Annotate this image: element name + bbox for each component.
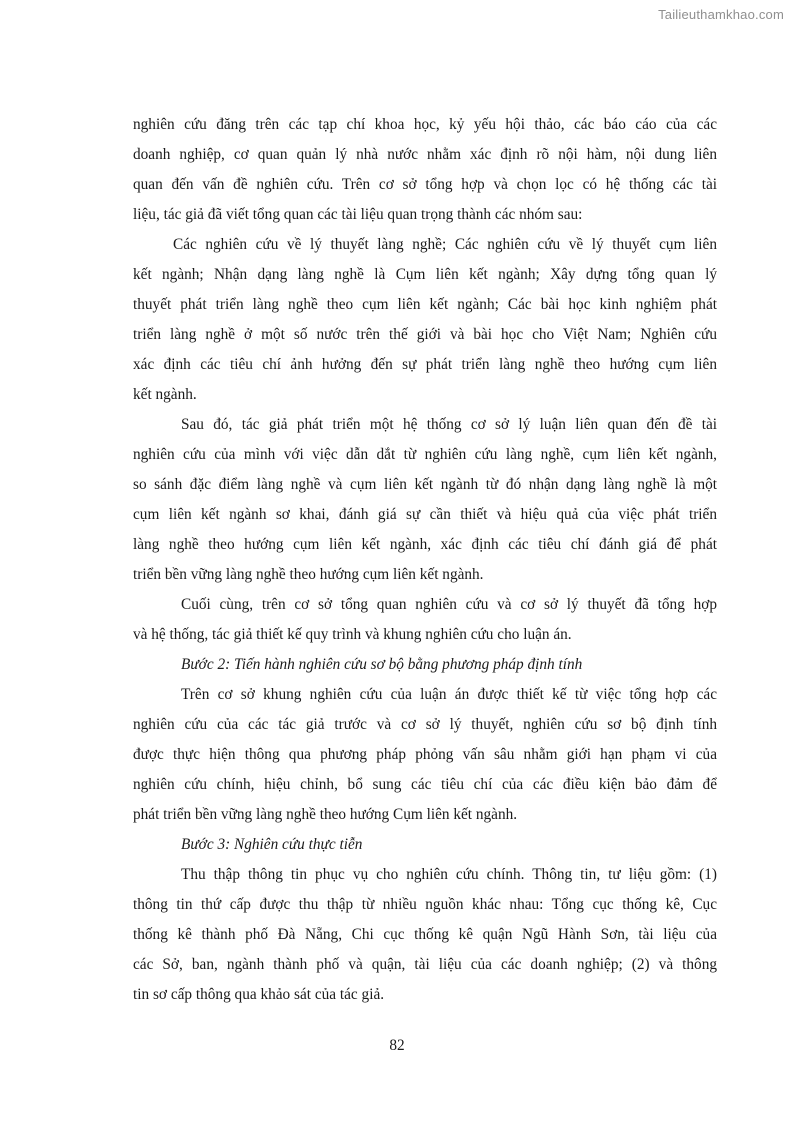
text-line: được thực hiện thông qua phương pháp phỏng vấn sâu nhằm giới hạn phạm vi của (133, 746, 717, 763)
text-line: Sau đó, tác giả phát triển một hệ thống cơ sở lý luận liên quan đến đề tài (181, 416, 717, 433)
text-line: các Sở, ban, ngành thành phố và quận, tài liệu của các doanh nghiệp; (2) và thông (133, 956, 717, 973)
text-line: thuyết phát triển làng nghề theo cụm liên kết ngành; Các bài học kinh nghiệm phát (133, 296, 717, 313)
text-line: kết ngành; Nhận dạng làng nghề là Cụm liên kết ngành; Xây dựng tổng quan lý (133, 266, 717, 283)
paragraph-step-3 (133, 860, 717, 1010)
text-line: và hệ thống, tác giả thiết kế quy trình và khung nghiên cứu cho luận án. (133, 626, 572, 643)
text-line: nghiên cứu của các tác giả trước và cơ sở lý thuyết, nghiên cứu sơ bộ định tính (133, 716, 717, 733)
text-line: quan đến vấn đề nghiên cứu. Trên cơ sở tổng hợp và chọn lọc có hệ thống các tài (133, 176, 717, 193)
step-2-heading: Bước 2: Tiến hành nghiên cứu sơ bộ bằng phương pháp định tính (181, 656, 583, 673)
paragraph-framework (133, 590, 717, 650)
paragraph-intro (133, 110, 717, 230)
text-line: nghiên cứu của mình với việc dẫn dắt từ nghiên cứu làng nghề, cụm liên kết ngành, (133, 446, 717, 463)
paragraph-groups (133, 230, 717, 410)
text-line: thông tin thứ cấp được thu thập từ nhiều nguồn khác nhau: Tổng cục thống kê, Cục (133, 896, 717, 913)
text-line: doanh nghiệp, cơ quan quản lý nhà nước nhằm xác định rõ nội hàm, nội dung liên (133, 146, 717, 163)
text-line: triển bền vững làng nghề theo hướng cụm liên kết ngành. (133, 566, 484, 583)
paragraph-step-2 (133, 680, 717, 830)
text-line: so sánh đặc điểm làng nghề và cụm liên kết ngành từ đó nhận dạng làng nghề là một (133, 476, 717, 493)
paragraph-theory (133, 410, 717, 590)
text-line: Cuối cùng, trên cơ sở tổng quan nghiên cứu và cơ sở lý thuyết đã tổng hợp (181, 596, 717, 613)
text-line: tin sơ cấp thông qua khảo sát của tác giả. (133, 986, 385, 1003)
text-line: kết ngành. (133, 386, 197, 403)
text-line: làng nghề theo hướng cụm liên kết ngành, xác định các tiêu chí đánh giá để phát (133, 536, 717, 553)
text-line: Các nghiên cứu về lý thuyết làng nghề; Các nghiên cứu về lý thuyết cụm liên (173, 236, 717, 253)
text-line: Thu thập thông tin phục vụ cho nghiên cứu chính. Thông tin, tư liệu gồm: (1) (181, 866, 717, 883)
watermark: Tailieuthamkhao.com (658, 7, 784, 22)
text-line: nghiên cứu đăng trên các tạp chí khoa học, kỷ yếu hội thảo, các báo cáo của các (133, 116, 717, 133)
text-line: thống kê thành phố Đà Nẵng, Chi cục thống kê quận Ngũ Hành Sơn, tài liệu của (133, 926, 717, 943)
text-line: phát triển bền vững làng nghề theo hướng Cụm liên kết ngành. (133, 806, 518, 823)
document-body (133, 110, 717, 1010)
text-line: triển làng nghề ở một số nước trên thế giới và bài học cho Việt Nam; Nghiên cứu (133, 326, 717, 343)
page-number: 82 (389, 1037, 405, 1054)
text-line: cụm liên kết ngành sơ khai, đánh giá sự cần thiết và hiệu quả của việc phát triển (133, 506, 717, 523)
text-line: Trên cơ sở khung nghiên cứu của luận án được thiết kế từ việc tổng hợp các (181, 686, 717, 703)
step-3-heading: Bước 3: Nghiên cứu thực tiễn (181, 836, 363, 853)
text-line: liệu, tác giả đã viết tổng quan các tài liệu quan trọng thành các nhóm sau: (133, 206, 583, 223)
text-line: xác định các tiêu chí ảnh hưởng đến sự phát triển làng nghề theo hướng cụm liên (133, 356, 717, 373)
text-line: nghiên cứu chính, hiệu chỉnh, bổ sung các tiêu chí của các điều kiện bảo đảm để (133, 776, 717, 793)
